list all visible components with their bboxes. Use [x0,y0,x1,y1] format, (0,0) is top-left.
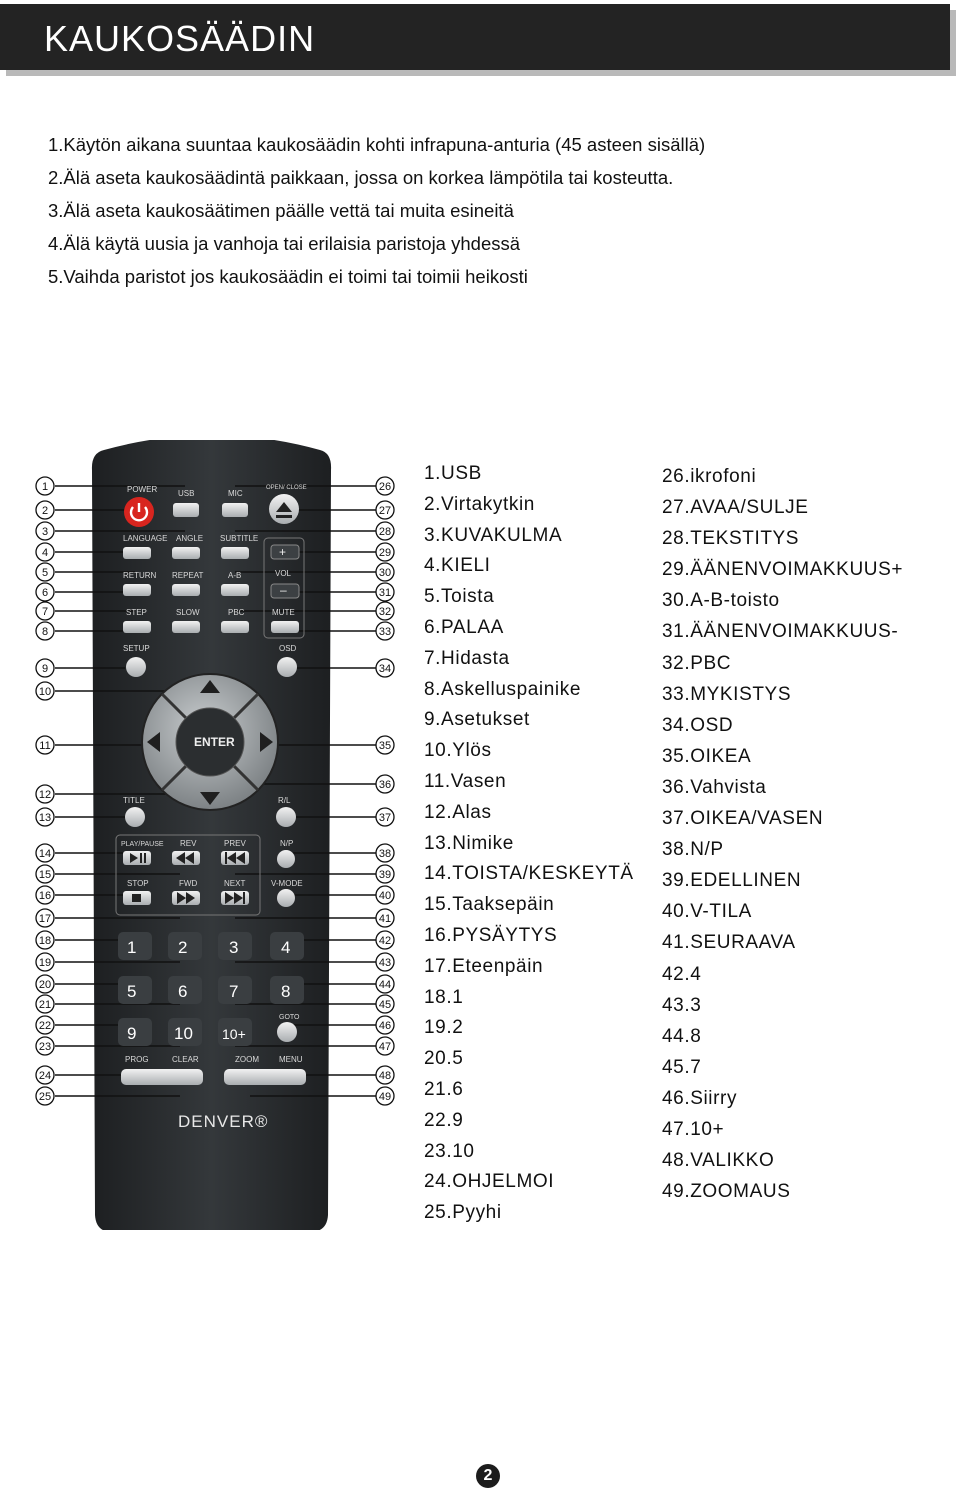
callout-number: 5 [41,567,49,579]
callout-number: 47 [378,1041,392,1053]
legend-item: 42.4 [662,963,702,985]
legend-item: 28.TEKSTITYS [662,528,800,550]
callout-number: 43 [378,957,392,969]
svg-text:+: + [279,545,287,559]
callout-number: 38 [378,848,392,860]
legend-column-b [662,461,903,1207]
callout-number: 15 [38,869,52,881]
legend-item: 24.OHJELMOI [424,1171,555,1193]
prog-clear-button[interactable] [121,1069,203,1085]
callout-number: 19 [38,957,52,969]
return-button[interactable] [123,584,151,596]
goto-label: GOTO [279,1014,300,1021]
callout-number: 4 [41,547,49,559]
legend-item: 7.Hidasta [424,647,510,669]
callout-number: 14 [38,848,52,860]
legend-item: 48.VALIKKO [662,1150,775,1172]
callout-number: 34 [378,663,392,675]
prog-label: PROG [125,1055,149,1064]
vmode-button[interactable] [277,889,295,907]
repeat-label: REPEAT [172,571,204,580]
digit-label: 9 [127,1024,137,1043]
digit-label: 10+ [222,1026,246,1042]
title-label: TITLE [123,796,145,805]
digit-label: 10 [174,1024,193,1043]
legend-item: 2.Virtakytkin [424,493,535,515]
power-label: POWER [127,485,158,494]
pbc-label: PBC [228,608,245,617]
callout-number: 49 [378,1091,392,1103]
legend-item: 6.PALAA [424,616,504,638]
digit-label: 4 [281,938,291,957]
mute-label: MUTE [272,608,295,617]
goto-button[interactable] [277,1022,297,1042]
page-number: 2 [476,1464,500,1488]
digit-label: 1 [127,938,137,957]
angle-button[interactable] [172,547,200,559]
digit-label: 6 [178,982,188,1001]
legend-item: 30.A-B-toisto [662,590,780,612]
open-close-label: OPEN/ CLOSE [266,485,307,491]
slow-label: SLOW [176,608,200,617]
title-button[interactable] [125,807,145,827]
vmode-label: V-MODE [271,879,303,888]
legend-item: 49.ZOOMAUS [662,1181,791,1203]
callout-number: 25 [38,1091,52,1103]
angle-label: ANGLE [176,534,204,543]
callout-number: 21 [38,999,52,1011]
digit-label: 8 [281,982,291,1001]
callout-number: 41 [378,913,392,925]
remote-diagram [0,440,420,1230]
subtitle-button[interactable] [221,547,249,559]
menu-label: MENU [279,1055,303,1064]
legend-item: 23.10 [424,1140,475,1162]
legend-item: 25.Pyyhi [424,1202,502,1224]
callout-number: 1 [41,481,49,493]
callout-number: 39 [378,869,392,881]
legend-item: 32.PBC [662,652,732,674]
digit-label: 7 [229,982,239,1001]
legend-item: 46.Siirry [662,1087,738,1109]
callout-number: 8 [41,626,49,638]
subtitle-label: SUBTITLE [220,534,259,543]
enter-label: ENTER [194,735,235,749]
ab-label: A-B [228,571,242,580]
legend-item: 14.TOISTA/KESKEYTÄ [424,863,634,885]
step-label: STEP [126,608,147,617]
usb-label: USB [178,489,195,498]
digit-label: 5 [127,982,137,1001]
legend-item: 47.10+ [662,1118,725,1140]
instruction-item: 3.Älä aseta kaukosäätimen päälle vettä tai muita esineitä [48,200,514,221]
legend-item: 26.ikrofoni [662,466,757,487]
legend-item: 45.7 [662,1056,702,1078]
legend-item: 20.5 [424,1048,464,1070]
callout-number: 20 [38,979,52,991]
ab-button[interactable] [221,584,249,596]
np-label: N/P [280,839,294,848]
rl-button[interactable] [276,807,296,827]
callout-number: 31 [378,587,392,599]
setup-label: SETUP [123,644,150,653]
zoom-label: ZOOM [235,1055,259,1064]
legend-item: 13.Nimike [424,832,514,854]
legend-item: 21.6 [424,1078,464,1100]
fwd-label: FWD [179,879,198,888]
instruction-item: 4.Älä käytä uusia ja vanhoja tai erilaisia paristoja yhdessä [48,233,521,254]
callout-number: 32 [378,606,392,618]
slow-button[interactable] [172,621,200,633]
legend-item: 35.OIKEA [662,745,752,767]
callout-number: 18 [38,935,52,947]
legend-item: 16.PYSÄYTYS [424,924,558,946]
legend-item: 11.Vasen [424,770,507,792]
callout-number: 7 [41,606,49,618]
play-pause-label: PLAY/PAUSE [121,841,164,848]
callout-number: 24 [38,1070,52,1082]
page-title: KAUKOSÄÄDIN [44,18,316,59]
callout-number: 16 [38,890,52,902]
svg-text:–: – [280,583,287,597]
legend-item: 41.SEURAAVA [662,932,796,954]
callout-number: 10 [38,686,52,698]
callout-number: 17 [38,913,52,925]
legend-item: 19.2 [424,1017,464,1039]
legend-item: 36.Vahvista [662,776,767,798]
legend-item: 34.OSD [662,714,734,736]
legend-item: 5.Toista [424,586,495,608]
pbc-button[interactable] [221,621,249,633]
callout-number: 26 [378,481,392,493]
callout-number: 29 [378,547,392,559]
zoom-menu-button[interactable] [224,1069,306,1085]
legend-item: 37.OIKEA/VASEN [662,808,824,830]
callout-number: 9 [41,663,49,675]
legend-item: 40.V-TILA [662,901,752,923]
right-callout-numbers [376,477,394,1105]
clear-label: CLEAR [172,1055,199,1064]
osd-button[interactable] [277,657,297,677]
legend-item: 15.Taaksepäin [424,894,555,916]
stop-icon [132,894,141,902]
callout-number: 22 [38,1020,52,1032]
digit-label: 2 [178,938,188,957]
callout-number: 3 [41,526,49,538]
callout-number: 27 [378,505,392,517]
instruction-item: 2.Älä aseta kaukosäädintä paikkaan, jossa on korkea lämpötila tai kosteutta. [48,167,674,188]
legend-item: 39.EDELLINEN [662,870,802,892]
instruction-item: 5.Vaihda paristot jos kaukosäädin ei toimi tai toimii heikosti [48,266,528,287]
legend-item: 38.N/P [662,839,724,861]
legend-item: 33.MYKISTYS [662,683,792,705]
legend-item: 29.ÄÄNENVOIMAKKUUS+ [662,559,904,581]
page-header [0,4,950,70]
callout-number: 13 [38,812,52,824]
callout-number: 2 [41,505,49,517]
legend-item: 8.Askelluspainike [424,678,582,700]
legend-item: 1.USB [424,463,482,484]
legend-item: 12.Alas [424,801,492,823]
legend-item: 31.ÄÄNENVOIMAKKUUS- [662,621,899,643]
legend-item: 4.KIELI [424,555,491,577]
mic-label: MIC [228,489,243,498]
instructions-list [48,128,705,293]
callout-number: 23 [38,1041,52,1053]
legend-column-a [424,459,634,1229]
callout-number: 6 [41,587,49,599]
instruction-item: 1.Käytön aikana suuntaa kaukosäädin kohti infrapuna-anturia (45 asteen sisällä) [48,134,706,155]
rev-label: REV [180,839,197,848]
legend-item: 10.Ylös [424,740,492,762]
callout-number: 40 [378,890,392,902]
mute-button[interactable] [271,621,299,633]
next-label: NEXT [224,879,246,888]
repeat-button[interactable] [172,584,200,596]
np-button[interactable] [277,850,295,868]
stop-label: STOP [127,879,149,888]
callout-number: 30 [378,567,392,579]
usb-button[interactable] [173,503,199,517]
callout-number: 48 [378,1070,392,1082]
left-callout-numbers [36,477,54,1105]
mic-button[interactable] [222,503,248,517]
legend-item: 43.3 [662,994,702,1016]
brand-logo: DENVER® [178,1112,269,1131]
callout-number: 45 [378,999,392,1011]
callout-number: 37 [378,812,392,824]
callout-number: 44 [378,979,392,991]
osd-label: OSD [279,644,297,653]
legend-item: 18.1 [424,986,464,1008]
callout-number: 33 [378,626,392,638]
callout-number: 12 [38,789,52,801]
return-label: RETURN [123,571,157,580]
step-button[interactable] [123,621,151,633]
language-label: LANGUAGE [123,534,168,543]
legend-item: 22.9 [424,1109,464,1131]
language-button[interactable] [123,547,151,559]
setup-button[interactable] [126,657,146,677]
legend-item: 9.Asetukset [424,709,530,731]
legend-item: 27.AVAA/SULJE [662,497,809,519]
rl-label: R/L [278,796,291,805]
digit-label: 3 [229,938,239,957]
callout-number: 35 [378,740,392,752]
legend-item: 3.KUVAKULMA [424,524,563,546]
callout-number: 42 [378,935,392,947]
callout-number: 28 [378,526,392,538]
callout-number: 36 [378,779,392,791]
prev-label: PREV [224,839,246,848]
legend-item: 17.Eteenpäin [424,955,544,977]
vol-label: VOL [275,569,292,578]
callout-number: 11 [39,740,51,752]
callout-number: 46 [378,1020,392,1032]
legend-item: 44.8 [662,1025,702,1047]
